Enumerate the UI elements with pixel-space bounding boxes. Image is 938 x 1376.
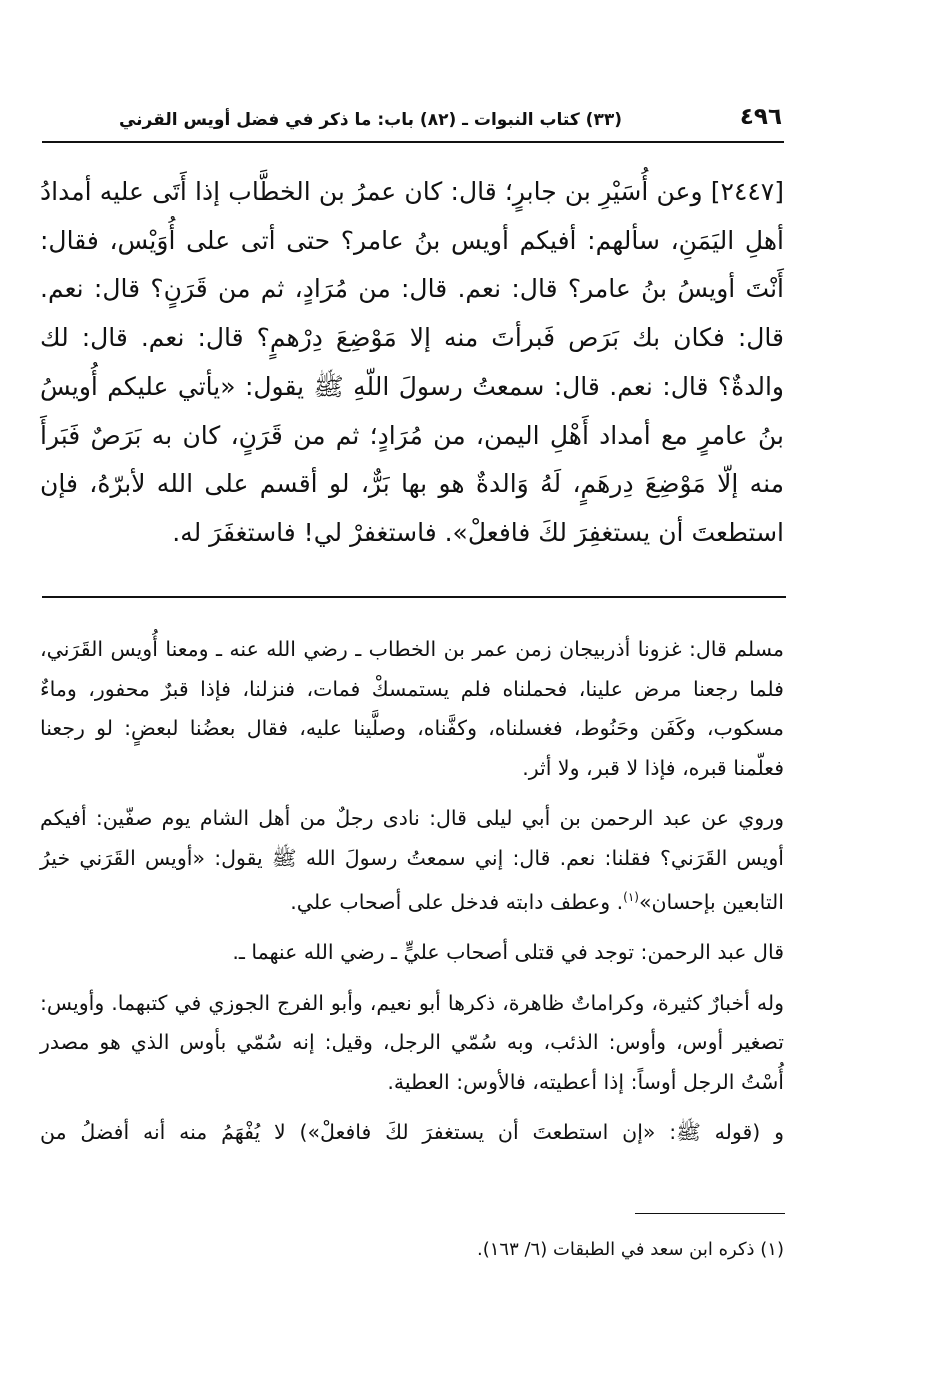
commentary-paragraph-4: وله أخبارٌ كثيرة، وكراماتٌ ظاهرة، ذكرها أبو نعيم، وأبو الفرج الجوزي في كتبهما. وأويس: تصغير أوس، وأوس: الذئب، وبه سُمّي الرجل، وقيل: إنه سُمّي بأوس الذي هو مصدر أُسْتُ الرجل أوساً: إذا أعطيته، فالأوس: العطية. (40, 990, 784, 1094)
footnote: (١) ذكره ابن سعد في الطبقات (٦/ ١٦٣). (476, 1239, 784, 1260)
commentary-paragraph-5: و (قوله ﷺ: «إن استطعتَ أن يستغفرَ لكَ فافعلْ») لا يُفْهَمُ منه أنه أفضلُ من (40, 1120, 784, 1145)
hadith-text: [٢٤٤٧] وعن أُسَيْرِ بن جابرٍ؛ قال: كان عمرُ بن الخطَّاب إذا أَتَى عليه أمدادُ أهلِ اليَمَنِ، سألهم: أفيكم أويس بنُ عامر؟ حتى أتى على أُوَيْس، فقال: أَنْتَ أويسُ بنُ عامر؟ قال: نعم. قال: من مُرَادٍ، ثم من قَرَنٍ؟ قال: نعم. قال: فكان بك بَرَص فَبرأتَ منه إلا مَوْضِعَ دِرْهمٍ؟ قال: نعم. قال: لك والدةٌ؟ قال: نعم. قال: سمعتُ رسولَ اللّهِ ﷺ يقول: «يأتي عليكم أُويسُ بنُ عامرٍ مع أمداد أَهْلِ اليمن، من مُرَادٍ؛ ثم من قَرَنٍ، كان به بَرَصٌ فَبَرأَ منه إلّا مَوْضِعَ دِرهَمٍ، لَهُ وَالدةٌ هو بها بَرٌّ، لو أقسم على الله لأبرّهُ، فإن استطعتَ أن يستغفِرَ لكَ فافعلْ». فاستغفرْ لي! فاستغفَرَ له. (40, 177, 784, 547)
running-head: (٣٣) كتاب النبوات ـ (٨٢) باب: ما ذكر في فضل أويس القرني (118, 110, 622, 130)
commentary (40, 630, 784, 1153)
commentary-paragraph-2-tail: . وعطف دابته فدخل على أصحاب علي. (290, 889, 624, 914)
page-number: ٤٩٦ (739, 104, 782, 130)
commentary-paragraph-2 (40, 799, 784, 922)
header-rule (42, 141, 784, 143)
section-divider (42, 596, 786, 598)
commentary-paragraph-1: مسلم قال: غزونا أذربيجان زمن عمر بن الخطاب ـ رضي الله عنه ـ ومعنا أُويس القَرَني، فلما رجعنا مرض علينا، فحملناه فلم يستمسكْ فمات، فنزلنا، فإذا قبرٌ محفور، وماءٌ مسكوب، وكَفَن وحَنُوط، فغسلناه، وكفَّناه، وصلَّينا عليه، فقال بعضُنا لبعضٍ: لو رجعنا فعلّمنا قبره، فإذا لا قبر، ولا أثر. (40, 637, 784, 780)
commentary-paragraph-3: قال عبد الرحمن: توجد في قتلى أصحاب عليٍّ ـ رضي الله عنهما ـ. (232, 940, 784, 965)
commentary-paragraph-2-text: وروي عن عبد الرحمن بن أبي ليلى قال: نادى رجلٌ من أهل الشام يوم صفّين: أفيكم أويس القَرَني؟ فقلنا: نعم. قال: إني سمعتُ رسولَ الله ﷺ يقول: «أويس القَرَني خيرُ التابعين بإحسان» (40, 806, 784, 914)
footnote-rule (635, 1213, 785, 1214)
footnote-reference: (١) (623, 890, 639, 904)
page-header (42, 102, 782, 142)
